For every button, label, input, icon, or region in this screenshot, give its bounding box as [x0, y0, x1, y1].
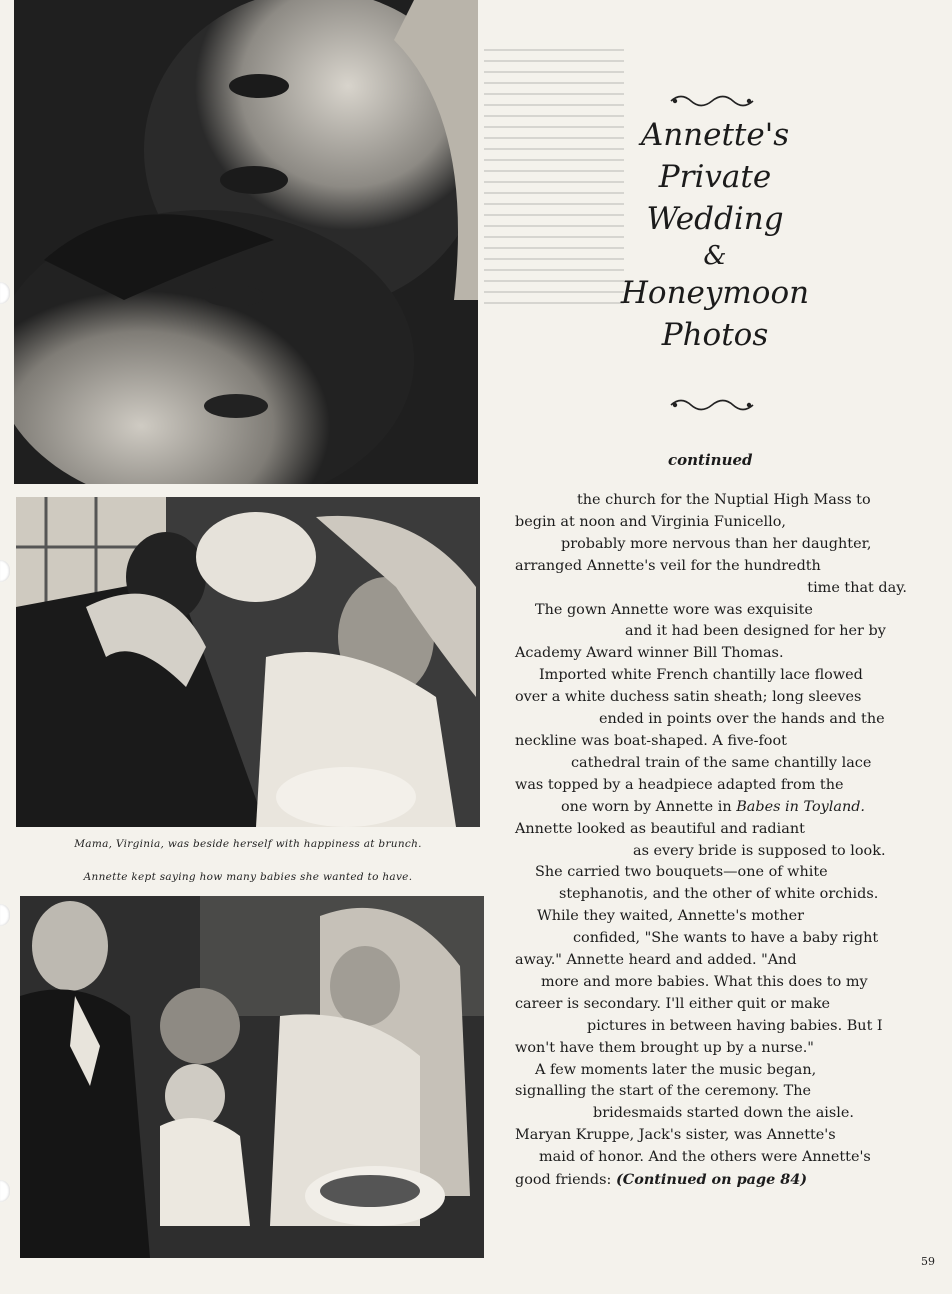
brunch-embrace-photo [16, 497, 480, 827]
body-line: time that day. [807, 579, 907, 596]
continued-on-page-link[interactable]: (Continued on page 84) [615, 1171, 808, 1189]
body-line: Academy Award winner Bill Thomas. [515, 645, 784, 662]
article-headline [600, 88, 830, 356]
body-line: Imported white French chantilly lace flowed [539, 667, 863, 684]
body-line: A few moments later the music began, [535, 1061, 817, 1078]
body-line: won't have them brought up by a nurse." [515, 1039, 814, 1056]
body-line: arranged Annette's veil for the hundredth [515, 557, 821, 574]
caption-brunch: Mama, Virginia, was beside herself with happiness at brunch. [74, 838, 422, 850]
body-line: maid of honor. And the others were Annette's [539, 1149, 871, 1166]
body-line: the church for the Nuptial High Mass to [577, 492, 871, 508]
body-line: The gown Annette wore was exquisite [535, 601, 813, 618]
page-number: 59 [921, 1255, 935, 1268]
punch-hole [0, 560, 10, 582]
body-line: While they waited, Annette's mother [537, 908, 804, 925]
flourish-ornament-bottom [667, 394, 757, 416]
headline-line: & [703, 241, 727, 271]
body-line [515, 1169, 907, 1192]
headline-line: Private [658, 159, 772, 195]
body-line: stephanotis, and the other of white orchids. [559, 886, 879, 903]
headline-line: Photos [661, 317, 769, 353]
body-line: and it had been designed for her by [625, 623, 886, 640]
article-body [515, 490, 907, 1192]
body-line: She carried two bouquets—one of white [535, 864, 828, 881]
body-line [515, 797, 907, 819]
headline-line: Honeymoon [620, 275, 810, 311]
body-line: Annette looked as beautiful and radiant [515, 820, 805, 837]
body-line: cathedral train of the same chantilly lace [571, 754, 872, 771]
punch-hole [0, 1180, 10, 1202]
body-line-text: good friends: [515, 1172, 612, 1189]
couple-closeup-photo [14, 0, 478, 484]
bride-group-photo [20, 896, 484, 1258]
body-line: begin at noon and Virginia Funicello, [515, 513, 786, 530]
body-line: over a white duchess satin sheath; long sleeves [515, 689, 862, 706]
body-line: away." Annette heard and added. "And [515, 952, 797, 969]
body-line: signalling the start of the ceremony. The [515, 1083, 812, 1100]
body-line: more and more babies. What this does to my [541, 973, 868, 990]
body-line: ended in points over the hands and the [599, 711, 885, 728]
continued-label: continued [668, 451, 753, 469]
body-line: career is secondary. I'll either quit or make [515, 995, 831, 1012]
body-line-text: one worn by Annette in [561, 798, 732, 815]
body-line: Maryan Kruppe, Jack's sister, was Annette's [515, 1127, 836, 1144]
body-line: bridesmaids started down the aisle. [593, 1105, 854, 1122]
punch-hole [0, 904, 10, 926]
body-line: pictures in between having babies. But I [587, 1017, 883, 1034]
film-title: Babes in Toyland. [736, 798, 866, 815]
body-line: was topped by a headpiece adapted from the [515, 776, 844, 793]
headline-line: Annette's [640, 117, 790, 153]
body-line: confided, "She wants to have a baby right [573, 930, 879, 947]
body-line: as every bride is supposed to look. [633, 842, 886, 859]
headline-line: Wedding [646, 201, 784, 237]
body-line: probably more nervous than her daughter, [561, 535, 872, 552]
punch-hole [0, 282, 10, 304]
body-line: neckline was boat-shaped. A five-foot [515, 732, 787, 749]
caption-babies: Annette kept saying how many babies she wanted to have. [83, 871, 413, 883]
